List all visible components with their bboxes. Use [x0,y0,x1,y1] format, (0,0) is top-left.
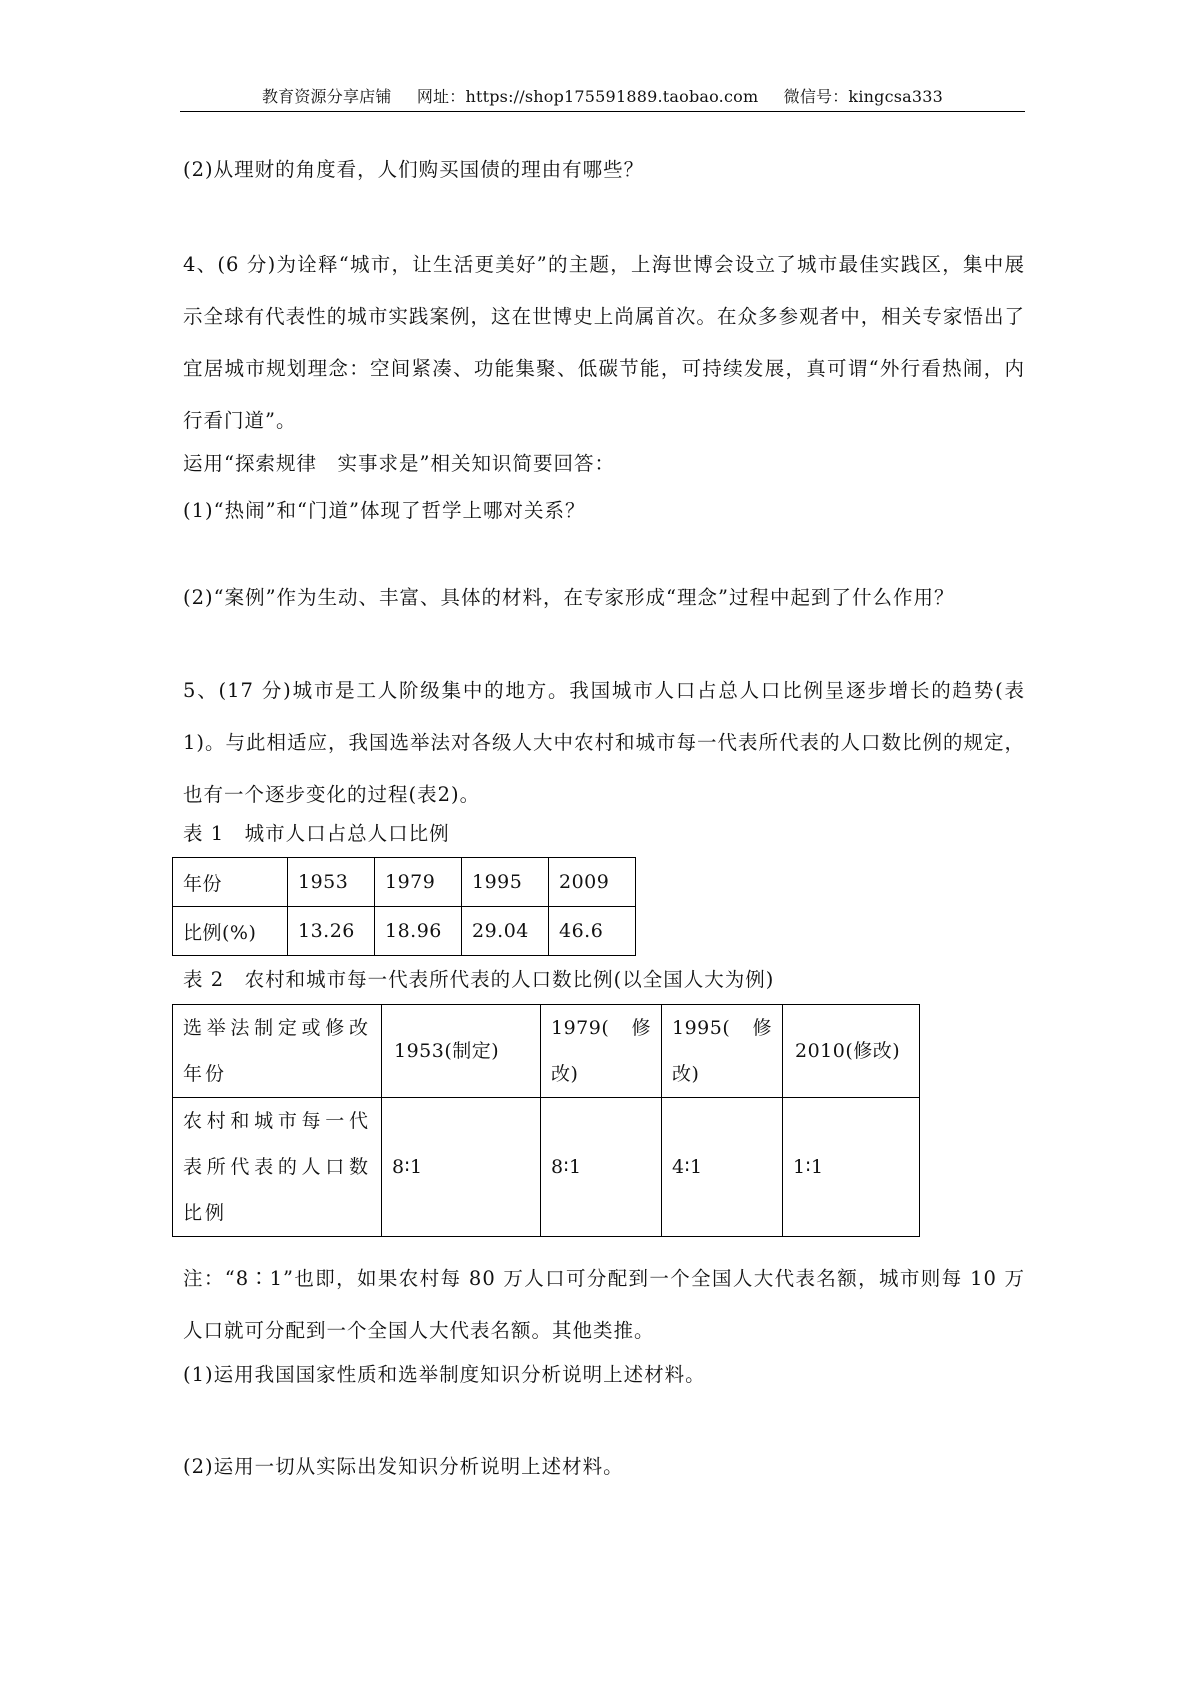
table1-year: 1979 [375,858,462,907]
q5-sub1: (1)运用我国国家性质和选举制度知识分析说明上述材料。 [183,1363,706,1386]
table2-1995-part-a: 1995( [672,1017,731,1039]
table2 [172,1004,920,1237]
table2-1995-part-b: 修 [752,1017,772,1039]
q4-intro: 4、(6 分)为诠释“城市，让生活更美好”的主题，上海世博会设立了城市最佳实践区，集中展示全球有代表性的城市实践案例，这在世博史上尚属首次。在众多参观者中，相关专家悟出了宜居城市规划理念：空间紧凑、功能集聚、低碳节能，可持续发展，真可谓“外行看热闹，内行看门道”。 [183,253,1025,432]
q4-sub1: (1)“热闹”和“门道”体现了哲学上哪对关系？ [183,499,586,522]
header-wechat: 微信号：kingcsa333 [783,87,944,106]
table2-row-label [173,1098,382,1237]
q5-intro: 5、(17 分)城市是工人阶级集中的地方。我国城市人口占总人口比例呈逐步增长的趋势(表1)。与此相适应，我国选举法对各级人大中农村和城市每一代表所代表的人口数比例的规定，也有一个逐步变化的过程(表2)。 [183,679,1026,806]
table2-ratio: 4∶1 [662,1098,783,1237]
table-row [173,1098,920,1237]
q5-sub2: (2)运用一切从实际出发知识分析说明上述材料。 [183,1455,624,1478]
q3-sub2: (2)从理财的角度看，人们购买国债的理由有哪些？ [183,158,645,181]
table2-ratio: 1∶1 [783,1098,920,1237]
table2-ratio: 8∶1 [382,1098,541,1237]
table1-ratio: 29.04 [462,907,549,956]
table1-ratio: 46.6 [549,907,636,956]
table1 [172,857,636,956]
table1-ratio: 18.96 [375,907,462,956]
table-row [173,907,636,956]
table2-1979-part-a: 1979( [551,1017,610,1039]
table2-ratio: 8∶1 [541,1098,662,1237]
table2-1995-line1 [672,1005,772,1051]
table2-1979-line1 [551,1005,651,1051]
table1-year: 1953 [288,858,375,907]
table1-caption: 表 1 城市人口占总人口比例 [183,822,450,845]
table1-header-ratio: 比例(%) [173,907,288,956]
table2-1995-line2: 改) [672,1063,700,1085]
table-row [173,1005,920,1098]
table1-header-year: 年份 [173,858,288,907]
table2-year-1953: 1953(制定) [382,1005,541,1098]
table2-caption: 表 2 农村和城市每一代表所代表的人口数比例(以全国人大为例) [183,968,775,991]
table1-ratio: 13.26 [288,907,375,956]
table1-year: 1995 [462,858,549,907]
table2-1979-part-b: 修 [631,1017,651,1039]
q5-note: 注：“8∶1”也即，如果农村每 80 万人口可分配到一个全国人大代表名额，城市则每 10 万人口就可分配到一个全国人大代表名额。其他类推。 [183,1267,1025,1342]
table2-1979-line2: 改) [551,1063,579,1085]
header-website: 网址：https://shop175591889.taobao.com [416,87,759,106]
table2-row-label-line2: 表所代表的人口数 [183,1156,371,1178]
q4-sub2: (2)“案例”作为生动、丰富、具体的材料，在专家形成“理念”过程中起到了什么作用？ [183,586,955,609]
table2-header-line2: 年份 [183,1063,228,1085]
table2-year-2010: 2010(修改) [783,1005,920,1098]
table2-row-label-line1: 农村和城市每一代 [183,1110,371,1132]
table1-year: 2009 [549,858,636,907]
table2-row-label-line3: 比例 [183,1202,228,1224]
header-shop: 教育资源分享店铺 [261,87,392,106]
table-row [173,858,636,907]
q4-instruction: 运用“探索规律 实事求是”相关知识简要回答： [183,452,615,475]
page-header [180,84,1025,107]
table2-header-cell [173,1005,382,1098]
table2-year-1979 [541,1005,662,1098]
header-divider [180,111,1025,112]
table2-header-line1: 选举法制定或修改 [183,1017,371,1039]
table2-year-1995 [662,1005,783,1098]
